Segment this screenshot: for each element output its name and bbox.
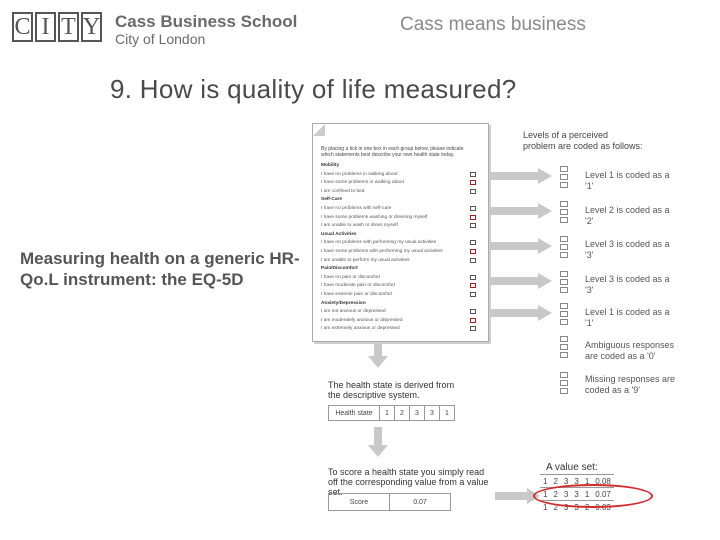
levels-heading: Levels of a perceived problem are coded as follows: [523, 130, 643, 151]
value-cell: 1 [540, 488, 550, 501]
right-arrow-icon [490, 238, 552, 254]
highlight-ellipse [533, 484, 653, 508]
checkbox [470, 206, 476, 211]
state-cell: 3 [410, 406, 425, 421]
logo-letter: T [58, 12, 79, 42]
value-cell: 0.07 [592, 488, 614, 501]
checkbox [470, 309, 476, 314]
logo-letter: C [12, 12, 33, 42]
value-cell: 3 [561, 475, 571, 488]
questionnaire-statement: I am unable to wash or dress myself [321, 223, 398, 229]
level-checkbox-group [560, 201, 570, 223]
questionnaire-statement: I have no problems in walking about [321, 171, 398, 177]
questionnaire-statement: I am extremely anxious or depressed [321, 326, 400, 332]
level-checkbox-group [560, 166, 570, 188]
value-cell: 2 [550, 488, 560, 501]
value-cell: 1 [582, 488, 592, 501]
questionnaire-statement: I am confined to bed [321, 188, 365, 194]
missing-note: Missing responses are coded as a '9' [585, 374, 676, 395]
questionnaire-dimension: Self-Care [321, 197, 343, 203]
questionnaire-statement: I have extreme pain or discomfort [321, 292, 393, 297]
value-set-label: A value set: [546, 462, 598, 473]
value-cell: 0.08 [592, 475, 614, 488]
questionnaire-statement: I have no pain or discomfort [321, 274, 381, 280]
checked-checkbox [470, 249, 476, 254]
value-cell: 3 [561, 488, 571, 501]
level-checkbox-group [560, 271, 570, 293]
level-1-note: Level 1 is coded as a '1' [585, 307, 670, 328]
value-cell: 0.03 [592, 501, 614, 514]
score-table [328, 493, 451, 511]
state-label-cell: Health state [329, 406, 380, 421]
checkbox [470, 326, 476, 331]
checkbox [470, 292, 476, 297]
slide-title: 9. How is quality of life measured? [110, 74, 517, 104]
slide-header [0, 0, 720, 60]
value-cell: 2 [582, 501, 592, 514]
checkbox [470, 172, 476, 177]
questionnaire-statement: I am not anxious or depressed [321, 309, 386, 315]
questionnaire-statement: I have no problems with self-care [321, 206, 392, 211]
value-cell: 3 [571, 488, 581, 501]
score-instructions: To score a health state you simply read off the corresponding value from a value set. [328, 467, 489, 497]
checked-checkbox [470, 283, 476, 288]
checkbox [470, 223, 476, 228]
checked-checkbox [470, 318, 476, 323]
city-logo [12, 12, 104, 42]
state-cell: 2 [395, 406, 410, 421]
ambiguous-note: Ambiguous responses are coded as a '0' [585, 340, 675, 361]
health-state-table [328, 405, 455, 421]
school-subtitle: City of London [115, 31, 206, 47]
questionnaire-dimension: Usual Activities [321, 231, 357, 237]
level-checkbox-group [560, 303, 570, 325]
checkbox [470, 258, 476, 263]
state-cell: 1 [380, 406, 395, 421]
questionnaire-statement: I have some problems with performing my usual activities [321, 249, 443, 254]
state-cell: 1 [440, 406, 455, 421]
level-1-note: Level 1 is coded as a '1' [585, 170, 670, 191]
logo-letter: I [35, 12, 56, 42]
questionnaire-statement: I have no problems with performing my usual activities [321, 240, 437, 246]
checkbox [470, 189, 476, 194]
questionnaire-intro: By placing a tick in one box in each group below, please indicate which statements best describe your own health state today. [321, 146, 464, 158]
value-cell: 2 [550, 475, 560, 488]
questionnaire-dimension: Anxiety/Depression [321, 300, 366, 306]
logo-letter: Y [81, 12, 102, 42]
value-cell: 3 [571, 501, 581, 514]
page-fold-corner [313, 124, 325, 136]
right-arrow-icon [490, 168, 552, 184]
right-arrow-icon [490, 273, 552, 289]
value-cell: 1 [582, 475, 592, 488]
value-cell: 3 [561, 501, 571, 514]
level-3-note: Level 3 is coded as a '3' [585, 274, 670, 295]
checked-checkbox [470, 215, 476, 220]
derived-text: The health state is derived from the descriptive system. [328, 380, 455, 400]
value-cell: 1 [540, 475, 550, 488]
checkbox [470, 240, 476, 245]
eq5d-questionnaire [312, 123, 489, 342]
school-name: Cass Business School [115, 12, 298, 31]
questionnaire-statement: I have some problems in walking about [321, 180, 404, 186]
questionnaire-statement: I have moderate pain or discomfort [321, 283, 396, 289]
checked-checkbox [470, 180, 476, 185]
tagline: Cass means business [400, 14, 586, 35]
questionnaire-statement: I am unable to perform my usual activities [321, 257, 410, 263]
questionnaire-dimension: Mobility [321, 163, 340, 168]
right-arrow-icon [490, 203, 552, 219]
checkbox [470, 275, 476, 280]
level-checkbox-group [560, 372, 570, 394]
questionnaire-dimension: Pain/Discomfort [321, 266, 358, 272]
level-checkbox-group [560, 336, 570, 358]
value-cell: 2 [550, 501, 560, 514]
value-cell: 1 [540, 501, 550, 514]
down-arrow-icon [368, 427, 388, 457]
score-label-cell: Score [329, 494, 390, 511]
questionnaire-statement: I am moderately anxious or depressed [321, 317, 403, 323]
questionnaire-statement: I have some problems washing or dressing myself [321, 214, 428, 220]
left-description: Measuring health on a generic HR-Qo.L instrument: the EQ-5D [20, 249, 300, 289]
right-arrow-icon [490, 305, 552, 321]
down-arrow-icon [368, 344, 388, 368]
level-2-note: Level 2 is coded as a '2' [585, 205, 670, 226]
state-cell: 3 [425, 406, 440, 421]
score-value-cell: 0.07 [390, 494, 451, 511]
level-checkbox-group [560, 236, 570, 258]
value-cell: 3 [571, 475, 581, 488]
level-3-note: Level 3 is coded as a '3' [585, 239, 670, 260]
